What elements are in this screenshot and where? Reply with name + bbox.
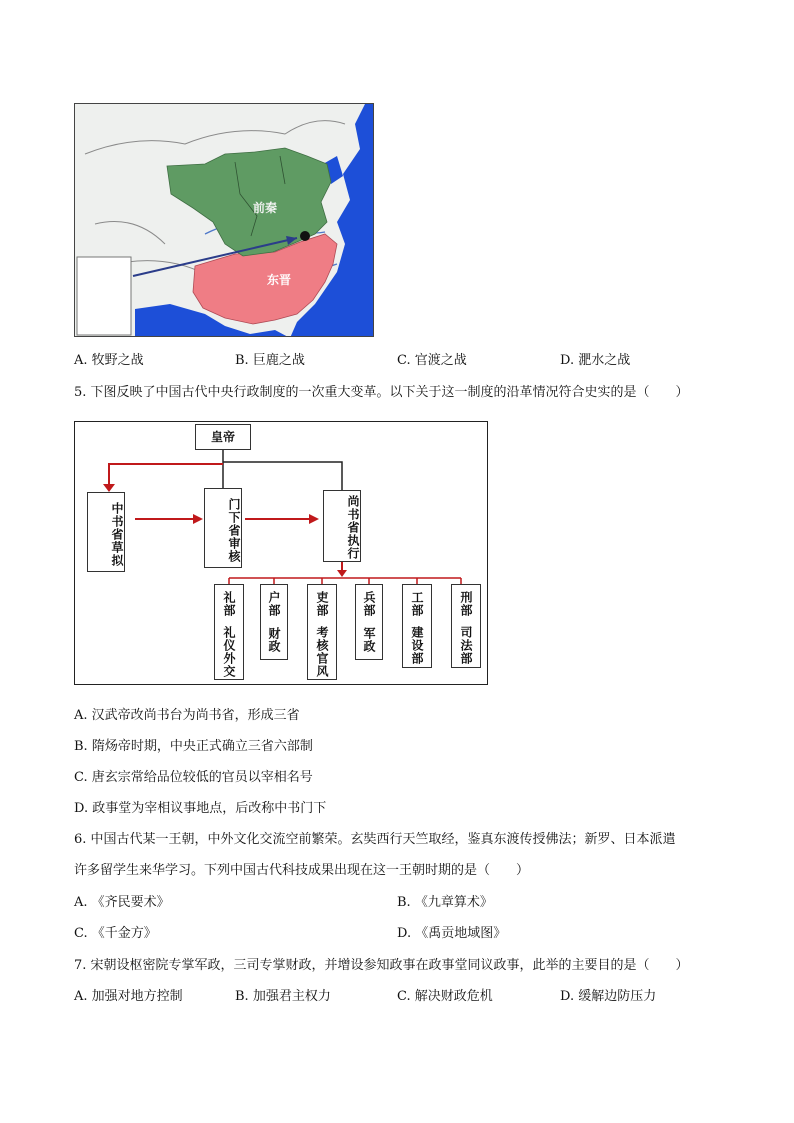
- option-letter: C.: [397, 989, 411, 1004]
- option-letter: C.: [397, 353, 411, 368]
- q4-option-d[interactable]: [560, 351, 630, 371]
- label-qianqin: 前秦: [253, 201, 278, 215]
- ministry-name: 户部: [267, 591, 281, 617]
- ministry-name: 兵部: [362, 591, 376, 617]
- q7-option-b[interactable]: [235, 987, 331, 1007]
- ministry-justice: [451, 584, 481, 668]
- option-letter: A.: [74, 989, 88, 1004]
- ministry-revenue: [260, 584, 288, 660]
- arrow-emperor-zhongshu: [103, 484, 115, 492]
- q6-option-d[interactable]: [397, 924, 506, 944]
- q5-option-c[interactable]: [74, 768, 313, 788]
- legend-box: [77, 257, 131, 335]
- three-departments-diagram: [74, 421, 488, 685]
- option-text: 《九章算术》: [414, 895, 493, 910]
- option-text: 《齐民要术》: [91, 895, 170, 910]
- map-figure: [74, 103, 374, 337]
- option-letter: B.: [235, 989, 249, 1004]
- battle-site-dot: [300, 231, 310, 241]
- option-letter: B.: [397, 895, 411, 910]
- option-text: 牧野之战: [91, 353, 144, 368]
- q5-stem: 5. 下图反映了中国古代中央行政制度的一次重大变革。以下关于这一制度的沿革情况符合史实的是（ ）: [74, 385, 689, 400]
- option-text: 唐玄宗常给品位较低的官员以宰相名号: [91, 770, 313, 785]
- q7-option-a[interactable]: [74, 987, 183, 1007]
- ministry-desc: 礼仪外交: [222, 626, 236, 678]
- arrow-shangshu-down: [337, 570, 347, 577]
- q5-option-b[interactable]: [74, 737, 313, 757]
- option-letter: D.: [560, 989, 575, 1004]
- ministry-rites: [214, 584, 244, 680]
- q6-option-b[interactable]: [397, 893, 493, 913]
- option-letter: D.: [560, 353, 575, 368]
- option-letter: A.: [74, 353, 88, 368]
- label-dongjin: 东晋: [267, 273, 292, 287]
- q4-option-c[interactable]: [397, 351, 467, 371]
- q4-option-b[interactable]: [235, 351, 305, 371]
- option-letter: D.: [74, 801, 89, 816]
- ministry-desc: 司法部: [459, 625, 473, 665]
- q7-option-c[interactable]: [397, 987, 493, 1007]
- q6-stem-line1: 6. 中国古代某一王朝，中外文化交流空前繁荣。玄奘西行天竺取经，鉴真东渡传授佛法；新罗、日本派遣: [74, 832, 676, 847]
- option-letter: A.: [74, 895, 88, 910]
- q5-option-d[interactable]: [74, 799, 326, 819]
- option-text: 加强君主权力: [252, 989, 331, 1004]
- ministry-name: 吏部: [315, 591, 329, 617]
- arrow-menxia-shangshu: [309, 514, 319, 524]
- q6-option-a[interactable]: [74, 893, 170, 913]
- option-letter: A.: [74, 708, 88, 723]
- option-text: 巨鹿之战: [252, 353, 305, 368]
- option-text: 加强对地方控制: [91, 989, 183, 1004]
- line-emperor-zhongshu: [109, 464, 223, 486]
- q7-option-d[interactable]: [560, 987, 656, 1007]
- ministry-personnel: [307, 584, 337, 680]
- ministry-name: 刑部: [459, 591, 473, 617]
- option-letter: B.: [74, 739, 88, 754]
- option-text: 官渡之战: [414, 353, 467, 368]
- map-svg: [75, 104, 374, 337]
- q4-option-a[interactable]: [74, 351, 144, 371]
- ministry-desc: 考核官风: [315, 626, 329, 678]
- option-text: 《禹贡地域图》: [415, 926, 507, 941]
- option-letter: C.: [74, 926, 88, 941]
- option-letter: D.: [397, 926, 412, 941]
- option-text: 隋炀帝时期，中央正式确立三省六部制: [91, 739, 313, 754]
- emperor-box: 皇帝: [195, 424, 251, 450]
- ministry-name: 工部: [410, 591, 424, 617]
- q7-stem: 7. 宋朝设枢密院专掌军政，三司专掌财政，并增设参知政事在政事堂同议政事，此举的主要目的是（ ）: [74, 958, 689, 973]
- ministry-works: [402, 584, 432, 668]
- option-text: 政事堂为宰相议事地点，后改称中书门下: [92, 801, 327, 816]
- ministry-name: 礼部: [222, 591, 236, 617]
- arrow-zhongshu-menxia: [193, 514, 203, 524]
- option-letter: C.: [74, 770, 88, 785]
- q5-option-a[interactable]: [74, 706, 300, 726]
- ministry-desc: 建设部: [410, 625, 424, 665]
- option-letter: B.: [235, 353, 249, 368]
- option-text: 解决财政危机: [414, 989, 493, 1004]
- zhongshu-box: 中书省草拟: [87, 492, 125, 572]
- q6-option-c[interactable]: [74, 924, 157, 944]
- option-text: 缓解边防压力: [578, 989, 657, 1004]
- option-text: 汉武帝改尚书台为尚书省，形成三省: [91, 708, 300, 723]
- ministry-desc: 军政: [362, 627, 376, 653]
- menxia-box: 门下省审核: [204, 488, 242, 568]
- q6-stem-line2: 许多留学生来华学习。下列中国古代科技成果出现在这一王朝时期的是（ ）: [74, 863, 530, 878]
- option-text: 淝水之战: [578, 353, 631, 368]
- ministry-war: [355, 584, 383, 660]
- ministry-desc: 财政: [267, 627, 281, 653]
- option-text: 《千金方》: [91, 926, 157, 941]
- shangshu-box: 尚书省执行: [323, 490, 361, 562]
